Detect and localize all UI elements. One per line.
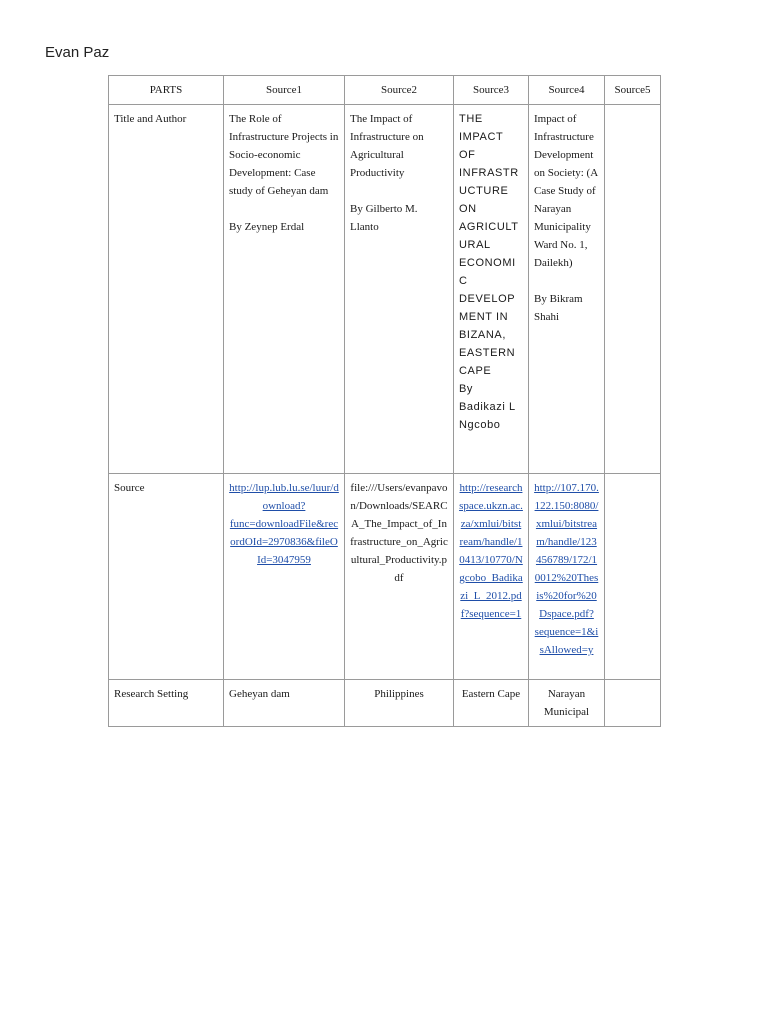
document-author: Evan Paz (45, 44, 110, 61)
cell-source2-path (345, 474, 454, 680)
cell-source5-setting (605, 680, 661, 727)
source3-link[interactable]: http://researchspace.ukzn.ac.za/xmlui/bitstream/handle/10413/10770/Ngcobo_Badikazi_L_2012.pdf?sequence=1 (459, 482, 523, 620)
cell-source1-title (224, 105, 345, 474)
cell-source5-link (605, 474, 661, 680)
header-source3: Source3 (454, 76, 529, 105)
cell-source4-title (529, 105, 605, 474)
header-source2: Source2 (345, 76, 454, 105)
sources-table (108, 75, 661, 727)
source4-link[interactable]: http://107.170.122.150:8080/xmlui/bitstream/handle/123456789/172/10012%20Thesis%20for%20Dspace.pdf?sequence=1&isAllowed=y (534, 482, 599, 656)
source3-title: THE IMPACT OF INFRASTRUCTURE ON AGRICULTURAL ECONOMIC DEVELOPMENT IN BIZANA, EASTERN CAPE (459, 113, 519, 377)
source1-link[interactable]: http://lup.lub.lu.se/luur/download?func=downloadFile&recordOId=2970836&fileOId=3047959 (229, 482, 339, 566)
cell-source2-setting (345, 680, 454, 727)
header-source4: Source4 (529, 76, 605, 105)
source4-setting: Narayan Municipal (543, 688, 590, 718)
header-source5: Source5 (605, 76, 661, 105)
cell-source3-setting (454, 680, 529, 727)
source1-author: By Zeynep Erdal (229, 221, 305, 233)
source1-title: The Role of Infrastructure Projects in Socio-economic Development: Case study of Geheyan dam (229, 113, 339, 197)
cell-source3-title (454, 105, 529, 474)
cell-source5-title (605, 105, 661, 474)
row-label-source: Source (109, 474, 224, 680)
source4-author: By Bikram Shahi (534, 293, 583, 323)
row-label-title-author: Title and Author (109, 105, 224, 474)
source3-author: By Badikazi L Ngcobo (459, 383, 516, 431)
source3-setting: Eastern Cape (461, 688, 521, 700)
cell-source1-link (224, 474, 345, 680)
table-row-source (109, 474, 661, 680)
header-parts: PARTS (109, 76, 224, 105)
source2-setting: Philippines (374, 688, 424, 700)
source2-title: The Impact of Infrastructure on Agricultural Productivity (350, 113, 424, 179)
cell-source4-link (529, 474, 605, 680)
cell-source2-title (345, 105, 454, 474)
cell-source4-setting (529, 680, 605, 727)
table-header-row (109, 76, 661, 105)
table-row-title-author (109, 105, 661, 474)
table-row-research-setting (109, 680, 661, 727)
header-source1: Source1 (224, 76, 345, 105)
row-label-research-setting: Research Setting (109, 680, 224, 727)
source2-author: By Gilberto M. Llanto (350, 203, 418, 233)
cell-source3-link (454, 474, 529, 680)
cell-source1-setting: Geheyan dam (224, 680, 345, 727)
source2-file-path: file:///Users/evanpavon/Downloads/SEARCA_The_Impact_of_Infrastructure_on_Agricultural_Productivity.pdf (350, 482, 448, 584)
source4-title: Impact of Infrastructure Development on Society: (A Case Study of Narayan Municipality Ward No. 1, Dailekh) (534, 113, 598, 269)
